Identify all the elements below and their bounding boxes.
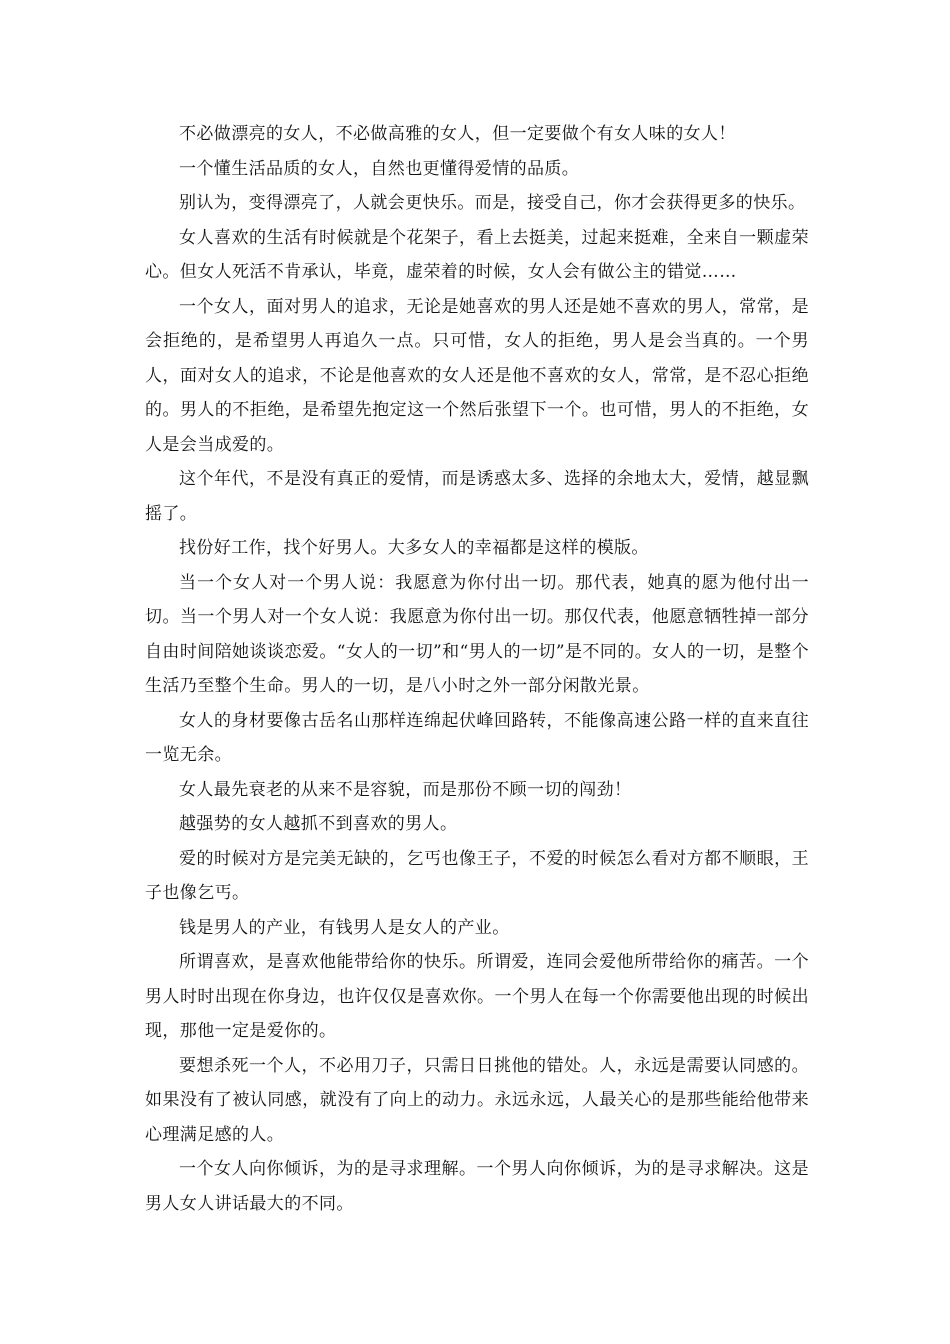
paragraph-11: 越强势的女人越抓不到喜欢的男人。 (179, 814, 458, 834)
paragraph-12: 爱的时候对方是完美无缺的，乞丐也像王子，不爱的时候怎么看对方都不顺眼，王子也像乞丐。 (145, 848, 809, 903)
paragraph-15: 要想杀死一个人，不必用刀子，只需日日挑他的错处。人，永远是需要认同感的。如果没有了被认同感，就没有了向上的动力。永远永远，人最关心的是那些能给他带来心理满足感的人。 (145, 1055, 809, 1145)
paragraph-16: 一个女人向你倾诉，为的是寻求理解。一个男人向你倾诉，为的是寻求解决。这是男人女人讲话最大的不同。 (145, 1159, 809, 1214)
paragraph-2: 一个懂生活品质的女人，自然也更懂得爱情的品质。 (179, 158, 580, 179)
paragraph-14: 所谓喜欢，是喜欢他能带给你的快乐。所谓爱，连同会爱他所带给你的痛苦。一个男人时时出现在你身边，也许仅仅是喜欢你。一个男人在每一个你需要他出现的时候出现，那他一定是爱你的。 (145, 952, 809, 1041)
paragraph-1: 不必做漂亮的女人，不必做高雅的女人，但一定要做个有女人味的女人！ (179, 124, 736, 144)
document-body (145, 117, 809, 1221)
paragraph-9: 女人的身材要像古岳名山那样连绵起伏峰回路转，不能像高速公路一样的直来直往一览无余。 (145, 710, 809, 765)
paragraph-7: 找份好工作，找个好男人。大多女人的幸福都是这样的模版。 (179, 538, 649, 558)
paragraph-8: 当一个女人对一个男人说：我愿意为你付出一切。那代表，她真的愿为他付出一切。当一个男人对一个女人说：我愿意为你付出一切。那仅代表，他愿意牺牲掉一部分自由时间陪她谈谈恋爱。“女人的一切”和“男人的一切”是不同的。女人的一切，是整个生活乃至整个生命。男人的一切，是八小时之外一部分闲散光景。 (145, 572, 809, 696)
paragraph-5: 一个女人，面对男人的追求，无论是她喜欢的男人还是她不喜欢的男人，常常，是会拒绝的，是希望男人再追久一点。只可惜，女人的拒绝，男人是会当真的。一个男人，面对女人的追求，不论是他喜欢的女人还是他不喜欢的女人，常常，是不忍心拒绝的。男人的不拒绝，是希望先抱定这一个然后张望下一个。也可惜，男人的不拒绝，女人是会当成爱的。 (145, 296, 809, 455)
paragraph-10: 女人最先衰老的从来不是容貌，而是那份不顾一切的闯劲！ (179, 779, 632, 800)
paragraph-4: 女人喜欢的生活有时候就是个花架子，看上去挺美，过起来挺难，全来自一颗虚荣心。但女人死活不肯承认，毕竟，虚荣着的时候，女人会有做公主的错觉…… (145, 227, 809, 282)
paragraph-6: 这个年代，不是没有真正的爱情，而是诱惑太多、选择的余地太大，爱情，越显飘摇了。 (145, 469, 809, 524)
paragraph-13: 钱是男人的产业，有钱男人是女人的产业。 (179, 917, 510, 938)
paragraph-3: 别认为，变得漂亮了，人就会更快乐。而是，接受自己，你才会获得更多的快乐。 (179, 193, 806, 213)
